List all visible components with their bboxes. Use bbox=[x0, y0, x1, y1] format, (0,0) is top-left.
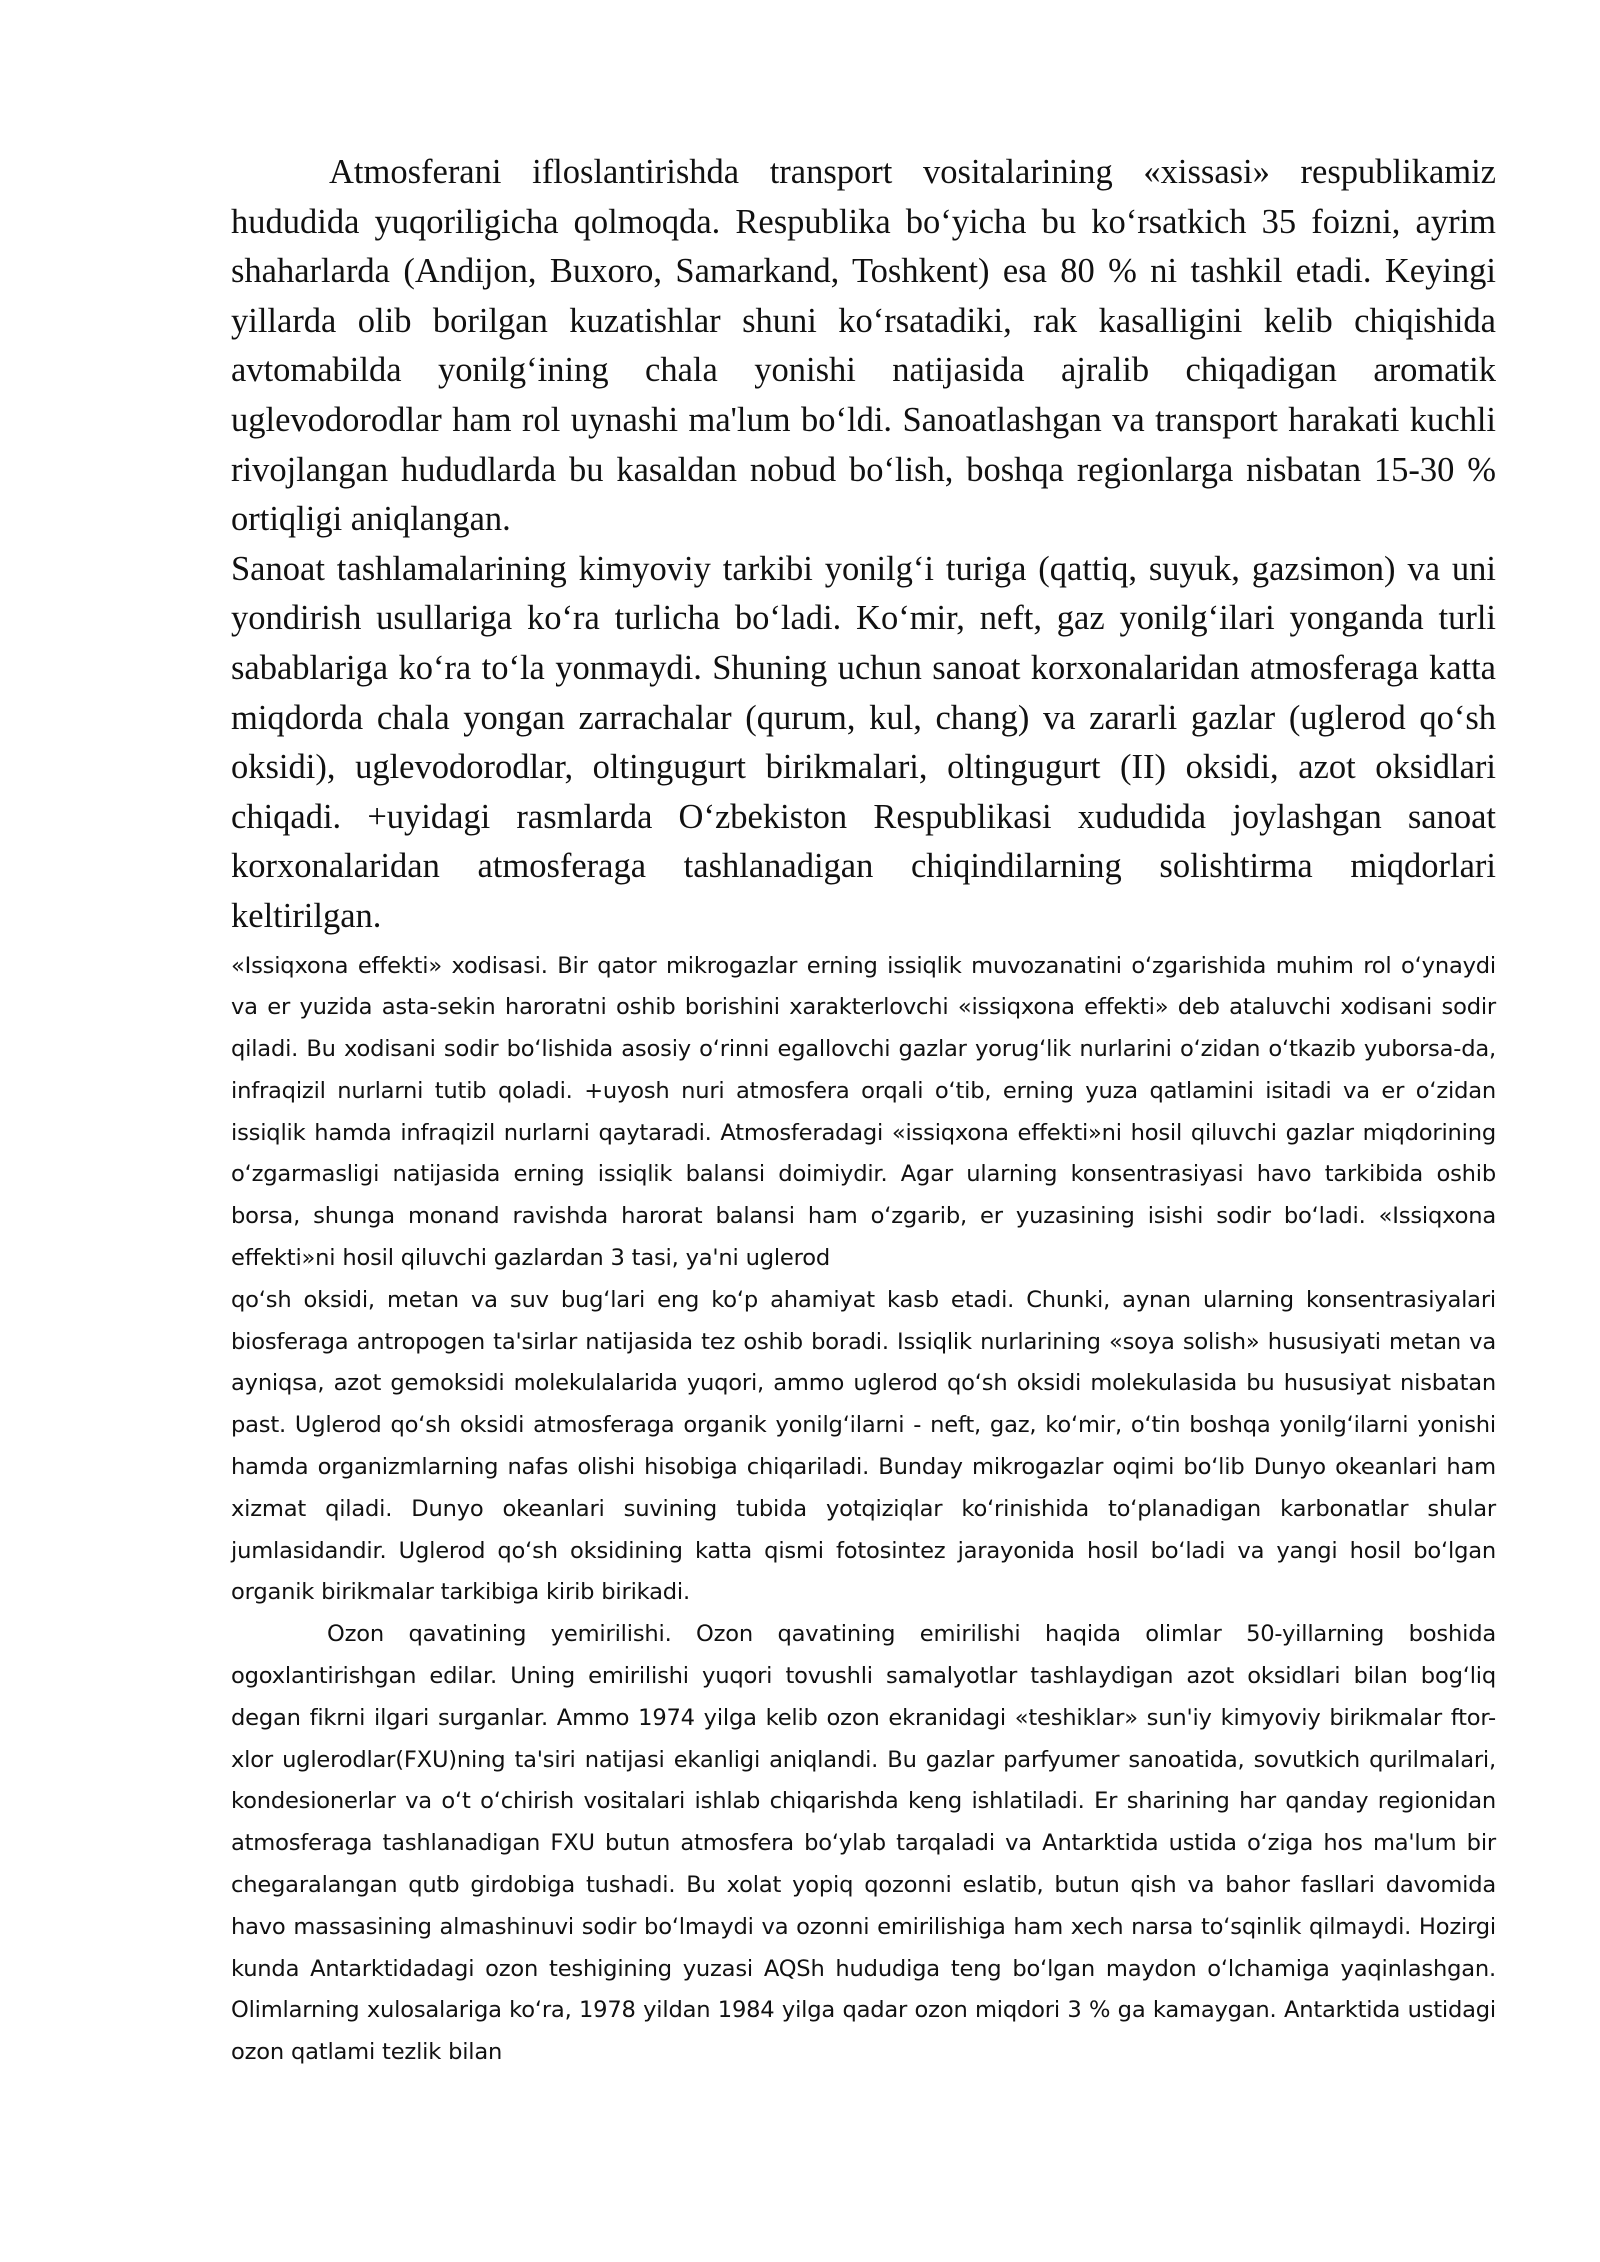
paragraph-carbon-dioxide: qo‘sh oksidi, metan va suv bug‘lari eng ko‘p ahamiyat kasb etadi. Chunki, aynan ularning konsentrasiyalari biosferaga antropogen ta'sirlar natijasida tez oshib boradi. Issiqlik nurlarining «soya solish» hususiyati metan va ayniqsa, azot gemoksidi molekulalarida yuqori, ammo uglerod qo‘sh oksidi molekulasida bu hususiyat nisbatan past. Uglerod qo‘sh oksidi atmosferaga organik yonilg‘ilarni - neft, gaz, ko‘mir, o‘tin boshqa yonilg‘ilarni yonishi hamda organizmlarning nafas olishi hisobiga chiqariladi. Bunday mikrogazlar oqimi bo‘lib Dunyo okeanlari ham xizmat qiladi. Dunyo okeanlari suvining tubida yotqiziqlar ko‘rinishida to‘planadigan karbonatlar shular jumlasidandir. Uglerod qo‘sh oksidining katta qismi fotosintez jarayonida hosil bo‘ladi va yangi hosil bo‘lgan organik birikmalar tarkibiga kirib birikadi. bbox=[231, 1286, 1496, 1606]
document-page bbox=[231, 148, 1496, 2074]
paragraph-industrial-emissions: Sanoat tashlamalarining kimyoviy tarkibi yonilg‘i turiga (qattiq, suyuk, gazsimon) va uni yondirish usullariga ko‘ra turlicha bo‘ladi. Ko‘mir, neft, gaz yonilg‘ilari yonganda turli sabablariga ko‘ra to‘la yonmaydi. Shuning uchun sanoat korxonalaridan atmosferaga katta miqdorda chala yongan zarrachalar (qurum, kul, chang) va zararli gazlar (uglerod qo‘sh oksidi), uglevodorodlar, oltingugurt birikmalari, oltingugurt (II) oksidi, azot oksidlari chiqadi. +uyidagi rasmlarda O‘zbekiston Respublikasi xududida joylashgan sanoat korxonalaridan atmosferaga tashlanadigan chiqindilarning solishtirma miqdorlari keltirilgan. bbox=[231, 549, 1496, 935]
paragraph-greenhouse-effect: «Issiqxona effekti» xodisasi. Bir qator mikrogazlar erning issiqlik muvozanatini o‘zgarishida muhim rol o‘ynaydi va er yuzida asta-sekin haroratni oshib borishini xarakterlovchi «issiqxona effekti» deb ataluvchi xodisani sodir qiladi. Bu xodisani sodir bo‘lishida asosiy o‘rinni egallovchi gazlar yorug‘lik nurlarini o‘zidan o‘tkazib yuborsa-da, infraqizil nurlarni tutib qoladi. +uyosh nuri atmosfera orqali o‘tib, erning yuza qatlamini isitadi va er o‘zidan issiqlik hamda infraqizil nurlarni qaytaradi. Atmosferadagi «issiqxona effekti»ni hosil qiluvchi gazlar miqdorining o‘zgarmasligi natijasida erning issiqlik balansi doimiydir. Agar ularning konsentrasiyasi havo tarkibida oshib borsa, shunga monand ravishda harorat balansi ham o‘zgarib, er yuzasining isishi sodir bo‘ladi. «Issiqxona effekti»ni hosil qiluvchi gazlardan 3 tasi, ya'ni uglerod bbox=[231, 952, 1496, 1272]
paragraph-ozone-depletion: Ozon qavatining yemirilishi. Ozon qavatining emirilishi haqida olimlar 50-yillarning boshida ogoxlantirishgan edilar. Uning emirilishi yuqori tovushli samalyotlar tashlaydigan azot oksidlari bilan bog‘liq degan fikrni ilgari surganlar. Ammo 1974 yilga kelib ozon ekranidagi «teshiklar» sun'iy kimyoviy birikmalar ftor-xlor uglerodlar(FXU)ning ta'siri natijasi ekanligi aniqlandi. Bu gazlar parfyumer sanoatida, sovutkich qurilmalari, kondesionerlar va o‘t o‘chirish vositalari ishlab chiqarishda keng ishlatiladi. Er sharining har qanday regionidan atmosferaga tashlanadigan FXU butun atmosfera bo‘ylab tarqaladi va Antarktida ustida o‘ziga hos ma'lum bir chegaralangan qutb girdobiga tushadi. Bu xolat yopiq qozonni eslatib, butun qish va bahor fasllari davomida havo massasining almashinuvi sodir bo‘lmaydi va ozonni emirilishiga ham xech narsa to‘sqinlik qilmaydi. Hozirgi kunda Antarktidadagi ozon teshigining yuzasi AQSh hududiga teng bo‘lgan maydon o‘lchamiga yaqinlashgan. Olimlarning xulosalariga ko‘ra, 1978 yildan 1984 yilga qadar ozon miqdori 3 % ga kamaygan. Antarktida ustidagi ozon qatlami tezlik bilan bbox=[231, 1621, 1496, 2066]
paragraph-transport-pollution: Atmosferani ifloslantirishda transport vositalarining «xissasi» respublikamiz hududida yuqoriligicha qolmoqda. Respublika bo‘yicha bu ko‘rsatkich 35 foizni, ayrim shaharlarda (Andijon, Buxoro, Samarkand, Toshkent) esa 80 % ni tashkil etadi. Keyingi yillarda olib borilgan kuzatishlar shuni ko‘rsatadiki, rak kasalligini kelib chiqishida avtomabilda yonilg‘ining chala yonishi natijasida ajralib chiqadigan aromatik uglevodorodlar ham rol uynashi ma'lum bo‘ldi. Sanoatlashgan va transport harakati kuchli rivojlangan hududlarda bu kasaldan nobud bo‘lish, boshqa regionlarga nisbatan 15-30 % ortiqligi aniqlangan. bbox=[231, 153, 1496, 539]
